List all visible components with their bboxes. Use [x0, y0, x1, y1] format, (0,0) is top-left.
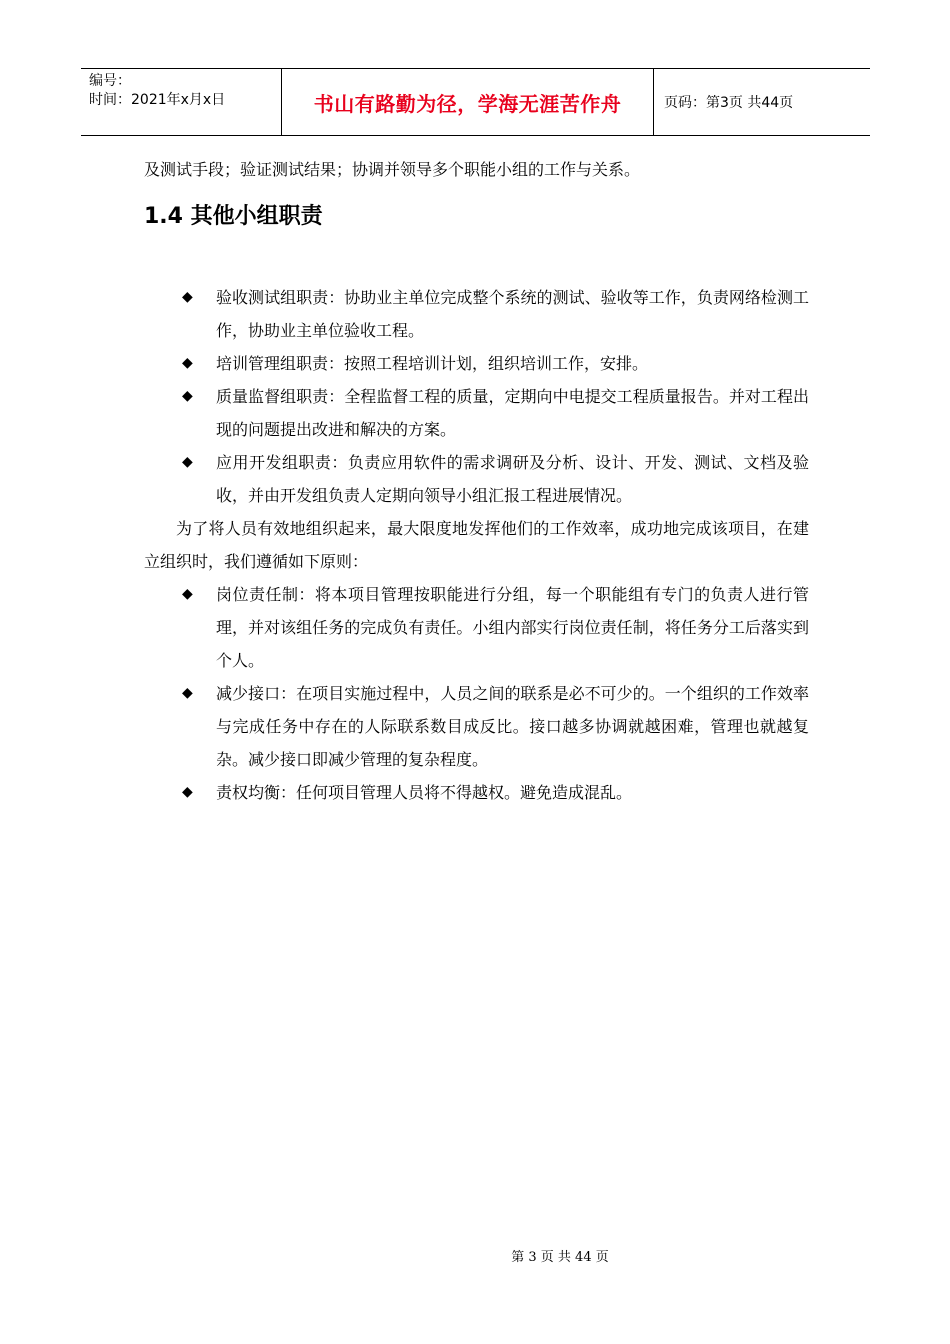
list-item [144, 281, 809, 347]
duty-text: 培训管理组职责：按照工程培训计划，组织培训工作，安排。 [216, 354, 649, 373]
diamond-bullet-icon: ◆ [182, 355, 193, 371]
header-page-info: 页码：第3页 共44页 [664, 95, 794, 111]
list-item [144, 776, 809, 809]
principle-text: 岗位责任制：将本项目管理按职能进行分组，每一个职能组有专门的负责人进行管理，并对该组任务的完成负有责任。小组内部实行岗位责任制，将任务分工后落实到个人。 [216, 585, 809, 670]
diamond-bullet-icon: ◆ [182, 784, 193, 800]
duty-text: 应用开发组职责：负责应用软件的需求调研及分析、设计、开发、测试、文档及验收，并由开发组负责人定期向领导小组汇报工程进展情况。 [216, 453, 809, 505]
duty-text: 验收测试组职责：协助业主单位完成整个系统的测试、验收等工作，负责网络检测工作，协助业主单位验收工程。 [216, 288, 809, 340]
list-item [144, 380, 809, 446]
diamond-bullet-icon: ◆ [182, 454, 193, 470]
diamond-bullet-icon: ◆ [182, 289, 193, 305]
document-body [144, 150, 809, 809]
page-footer: 第 3 页 共 44 页 [511, 1250, 609, 1265]
header-meta-cell [81, 69, 282, 135]
principle-text: 减少接口：在项目实施过程中，人员之间的联系是必不可少的。一个组织的工作效率与完成任务中存在的人际联系数目成反比。接口越多协调就越困难，管理也就越复杂。减少接口即减少管理的复杂程度。 [216, 684, 809, 769]
header-motto: 书山有路勤为径，学海无涯苦作舟 [282, 69, 654, 135]
list-item [144, 446, 809, 512]
duty-text: 质量监督组职责：全程监督工程的质量，定期向中电提交工程质量报告。并对工程出现的问题提出改进和解决的方案。 [216, 387, 809, 439]
page-header [81, 68, 870, 136]
diamond-bullet-icon: ◆ [182, 586, 193, 602]
continuation-text: 及测试手段；验证测试结果；协调并领导多个职能小组的工作与关系。 [144, 160, 641, 179]
diamond-bullet-icon: ◆ [182, 388, 193, 404]
document-number-label: 编号： [89, 73, 131, 89]
principles-list [144, 578, 809, 809]
principle-text: 责权均衡：任何项目管理人员将不得越权。避免造成混乱。 [216, 783, 633, 802]
list-item [144, 677, 809, 776]
list-item [144, 578, 809, 677]
document-time-label: 时间：2021年x月x日 [89, 92, 226, 108]
duties-list [144, 281, 809, 512]
section-title: 1.4 其他小组职责 [144, 204, 323, 229]
list-item [144, 347, 809, 380]
diamond-bullet-icon: ◆ [182, 685, 193, 701]
spacer [144, 256, 809, 281]
intro-paragraph: 为了将人员有效地组织起来，最大限度地发挥他们的工作效率，成功地完成该项目，在建立组织时，我们遵循如下原则： [144, 519, 809, 571]
